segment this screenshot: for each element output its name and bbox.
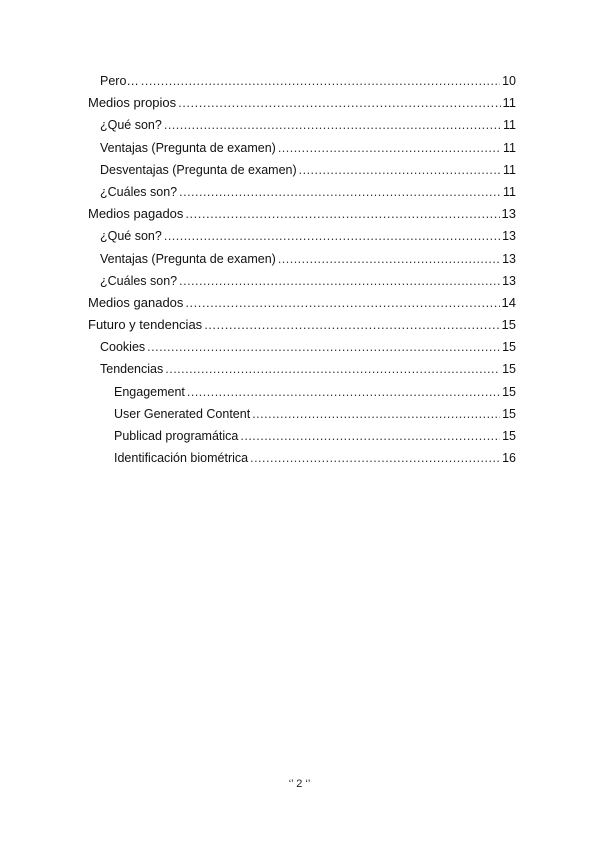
toc-entry-label: Futuro y tendencias: [88, 317, 203, 333]
toc-entry[interactable]: [88, 336, 516, 358]
toc-entry[interactable]: [88, 137, 516, 159]
toc-dot-leader: [185, 203, 499, 225]
toc-entry[interactable]: [88, 292, 516, 314]
toc-dot-leader: [179, 270, 500, 292]
toc-entry-page-number: 16: [502, 451, 516, 466]
toc-entry-page-number: 13: [502, 273, 516, 288]
toc-dot-leader: [141, 70, 500, 92]
toc-entry-label: User Generated Content: [114, 406, 251, 421]
toc-entry[interactable]: [88, 381, 516, 403]
toc-entry[interactable]: [88, 92, 516, 114]
toc-entry-page-number: 15: [502, 384, 516, 399]
toc-dot-leader: [164, 225, 500, 247]
toc-entry-label: Pero…: [100, 74, 139, 88]
toc-dot-leader: [250, 447, 500, 469]
toc-dot-leader: [164, 114, 501, 136]
toc-entry-label: ¿Qué son?: [100, 229, 162, 244]
toc-entry-label: Ventajas (Pregunta de examen): [100, 140, 276, 155]
toc-entry[interactable]: [88, 314, 516, 336]
toc-entry-page-number: 15: [502, 429, 516, 443]
toc-entry-label: Publicad programática: [114, 429, 239, 443]
toc-entry-label: ¿Cuáles son?: [100, 184, 178, 199]
toc-dot-leader: [185, 292, 499, 314]
toc-dot-leader: [178, 92, 500, 114]
toc-dot-leader: [147, 336, 500, 358]
toc-entry-label: Medios propios: [88, 95, 177, 111]
toc-dot-leader: [187, 381, 500, 403]
toc-entry-label: ¿Qué son?: [100, 118, 162, 133]
toc-entry-page-number: 13: [502, 229, 516, 244]
toc-entry-page-number: 15: [501, 317, 516, 333]
toc-entry-label: Cookies: [100, 340, 146, 355]
toc-entry[interactable]: [88, 447, 516, 469]
toc-dot-leader: [165, 358, 500, 380]
toc-dot-leader: [204, 314, 499, 336]
toc-entry[interactable]: [88, 403, 516, 425]
toc-dot-leader: [252, 403, 500, 425]
toc-entry-label: Identificación biométrica: [114, 451, 249, 466]
toc-entry[interactable]: [88, 358, 516, 380]
toc-entry-page-number: 15: [502, 340, 516, 355]
toc-entry-page-number: 11: [503, 140, 516, 155]
toc-entry-label: Engagement: [114, 384, 185, 399]
toc-entry-page-number: 13: [501, 206, 516, 222]
toc-entry-page-number: 10: [502, 74, 516, 88]
toc-entry[interactable]: [88, 181, 516, 203]
toc-dot-leader: [278, 248, 500, 270]
toc-entry[interactable]: [88, 270, 516, 292]
toc-entry[interactable]: [88, 159, 516, 181]
toc-entry-page-number: 11: [503, 184, 516, 199]
page-number-footer: ‘’ 2 ‘’: [288, 778, 311, 790]
toc-entry[interactable]: [88, 248, 516, 270]
table-of-contents: [88, 70, 516, 469]
toc-dot-leader: [179, 181, 501, 203]
toc-entry-page-number: 11: [503, 118, 516, 133]
toc-entry-label: Medios ganados: [88, 294, 184, 310]
toc-dot-leader: [299, 159, 501, 181]
toc-entry[interactable]: [88, 203, 516, 225]
toc-entry[interactable]: [88, 225, 516, 247]
toc-dot-leader: [278, 137, 501, 159]
toc-entry-page-number: 13: [502, 251, 516, 266]
toc-entry[interactable]: [88, 114, 516, 136]
toc-entry-page-number: 14: [501, 294, 516, 310]
toc-entry-page-number: 15: [502, 406, 516, 421]
toc-entry-label: ¿Cuáles son?: [100, 273, 178, 288]
toc-entry-page-number: 11: [502, 95, 516, 111]
toc-entry-label: Medios pagados: [88, 206, 184, 222]
toc-entry-page-number: 11: [503, 162, 516, 177]
toc-entry-label: Ventajas (Pregunta de examen): [100, 251, 276, 266]
toc-entry-label: Desventajas (Pregunta de examen): [100, 162, 297, 177]
toc-entry-label: Tendencias: [100, 362, 164, 377]
toc-entry-page-number: 15: [502, 362, 516, 377]
toc-dot-leader: [240, 425, 500, 447]
toc-entry[interactable]: [88, 70, 516, 92]
toc-entry[interactable]: [88, 425, 516, 447]
